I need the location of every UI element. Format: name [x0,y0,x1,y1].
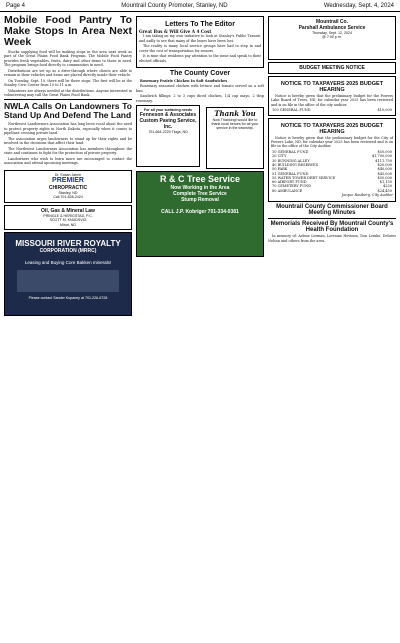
fund-amount: $24,450 [377,188,392,193]
headline-food-pantry: Mobile Food Pantry To Make Stops In Area Next Week [4,14,132,48]
headline-nwla: NWLA Calls On Landowners To Stand Up And Defend The Land [4,101,132,121]
fund-amount: $50,000 [377,175,392,180]
letters-box [136,16,264,68]
divider [268,218,396,219]
letter-head: Great Bus & Will Give A 4 Cost [139,29,212,34]
fund-name: 55 WATER TOWER DEBT SERVICE [272,175,336,180]
fund-name: 70 CEMETERY FUND [272,184,312,189]
article-paragraph: On Tuesday, Sept. 10, there will be three stops. The first will be at the Stanley Civic Center from 10 to 11 a.m. [4,78,132,88]
article-paragraph: Volunteers are always needed at the distributions. Anyone interested in volunteering may call the Great Plains Food Bank. [4,88,132,98]
fund-name: 60 AIRPORT FUND [272,180,307,185]
ad-signature: Dr. Susan Jahrin [54,172,82,177]
fund-name: 80 AMBULANCE [272,188,303,193]
ad-title: For all your surfacing needs [143,108,193,113]
ad-title: R & C Tree Service [159,174,241,185]
ad-tree-service[interactable]: R & C Tree Service Now Working in the Area Complete Tree Service Stump Removal CALL J.P. Kobriger 701-334-0381 [136,171,264,257]
budget-meeting-title: BUDGET MEETING NOTICE [299,65,365,71]
article-paragraph: The association urges landowners to stand up for their rights and be involved in the decisions that affect their land. [4,136,132,146]
notice-2-table [271,150,393,193]
article-paragraph: Landowners who wish to learn more are encouraged to contact the association and attend upcoming meetings. [4,157,132,166]
memorials-text: In memory of: Arlene Lerman, Lorraine Hovinen, Don Lemke, Delores Nelson and others from the area. [268,234,396,243]
minutes-title: Mountrail County Commissioner Board Meeting Minutes [276,204,388,217]
fund-name: 51 GENERAL FUND [272,171,309,176]
ad-title: Oil, Gas & Mineral Law [41,207,95,214]
letter-paragraph: The reality is many local service groups have had to step in and cover the cost of transportation for seniors. [139,44,261,53]
ad-chiropractic[interactable]: Dr. Susan Jahrin PREMIER CHIROPRACTIC Stanley, ND Call 701-628-2424 [4,170,132,203]
recipe-paragraph: Sandwich fillings: 2 to 3 cups diced chicken, 1/4 cup mayo, 2 tbsp rosemary. [136,94,264,103]
notice-2 [268,118,396,203]
ad-photo [17,270,119,292]
thank-you-title: Thank You [214,108,256,118]
article-paragraph: Distributions are set up as a drive-through where clients are able to remain in their vehicles and items are placed directly inside their vehicle. [4,68,132,77]
fund-amount: $1,150 [379,180,392,185]
fund-amount: $50,000 [377,150,392,155]
notice-2-text: Notice is hereby given that the preliminary budget for the City of Powers Lake, ND, for calendar year 2025 has been reviewed and is on file in the office of the City Auditor. [271,135,393,149]
ad-thank-you: Thank You Now Thanking! would like to thank local heroes for all your service in the township. [206,107,264,169]
ad-law-firm[interactable]: Oil, Gas & Mineral Law PRINGLE & HERIGSTAD, P.C. SCOTT M. KNUDSVIG Minot, ND [4,205,132,230]
page-number: Page 4 [6,2,26,9]
article-paragraph: The Northwest Landowners Association has members throughout the state and continues to fight for the protection of private property. [4,146,132,156]
budget-meeting-box [268,62,396,74]
fund-amount: $250 [383,184,392,189]
county-cover-title: The County Cover [169,69,231,77]
memorials-title: Memorials Received By Mountrail County's Health Foundation [270,221,394,234]
notice-1 [268,76,396,116]
notice-2-title: NOTICE TO TAXPAYERS 2025 BUDGET HEARING [280,122,384,135]
recipe-paragraph: Rosemary Prairie Chicken In Soft Sandwiches [140,78,228,83]
notice-1-title: NOTICE TO TAXPAYERS 2025 BUDGET HEARING [280,81,384,93]
column-1 [4,14,132,641]
column-3 [268,14,396,641]
fund-amount: $20,000 [377,162,392,167]
letter-paragraph: I am taking on my own initiative to look at Stanley's Public Transit, and sadly to see that many of the buses have been lost. [139,34,261,43]
page-header [0,0,400,12]
fund-amount: $111,750 [375,158,392,163]
ad-title: PREMIER [52,177,84,185]
recipe-paragraph: Rosemary seasoned chicken with lettuce and tomato served on a soft bun. [136,84,264,93]
ad-ambulance[interactable]: Mountrail Co. Parshall Ambulance Service Thursday, Sept. 12, 2024 @ 7:00 p.m. [268,16,396,60]
ad-title: MISSOURI RIVER ROYALTY [15,239,121,249]
fund-name: 100 GENERAL FUND [272,108,311,113]
notice-1-table [271,108,393,112]
divider [4,99,132,100]
notice-1-text: Notice is hereby given that the preliminary budget for the Powers Lake Board of Trees, ND, for calendar year 2025 has been reviewed and is on file in the office of the city auditor. [271,94,393,107]
issue-date: Wednesday, Sept. 4, 2024 [323,2,394,9]
fund-amount: $1,700,000 [371,154,392,159]
fund-name: 20 CITY [272,154,287,159]
fund-name: 30 RUNNING ALLEY [272,158,310,163]
fund-amount: $10,000 [377,108,392,113]
fund-amount: $45,000 [377,171,392,176]
letter-paragraph: It is time that residents pay attention to the issue and speak to their elected officials. [139,54,261,63]
article-paragraph: Stocks supplying food will be making stops in the area next week as part of the Great Plains Food Bank Program. The Mobile Food Pantry provides fresh vegetables, fruits, dairy and other items to those in need. The program brings food directly to communities in need. [4,50,132,67]
ad-royalty[interactable]: MISSOURI RIVER ROYALTY CORPORATION (MRRC) Leasing and Buying Core Bakken minerals! Please contact Sander Kopaney at 701-226-6728 [4,232,132,316]
notice-2-signature: Jacque Rasiberg, City Auditor [341,193,393,198]
notice-row [271,108,393,112]
ad-title: Mountrail Co. [316,19,348,25]
ad-surfacing[interactable]: For all your surfacing needs Fenneson & Associates Custom Paving Service, Inc. 701-664-2220 Tioga, ND [136,105,200,167]
fund-amount: $40,000 [377,167,392,172]
fund-name: 40 BUILDING RESERVES [272,162,319,167]
article-paragraph: Northwest Landowners Association has long been vocal about the need to protect property rights in North Dakota, especially when it comes to pipelines crossing private land. [4,122,132,136]
fund-name: 10 GENERAL FUND [272,150,309,155]
paper-name: Mountrail County Promoter, Stanley, ND [121,2,228,9]
column-2 [136,14,264,641]
fund-name: 50 PARK [272,167,288,172]
letters-title: Letters To The Editor [165,21,235,28]
